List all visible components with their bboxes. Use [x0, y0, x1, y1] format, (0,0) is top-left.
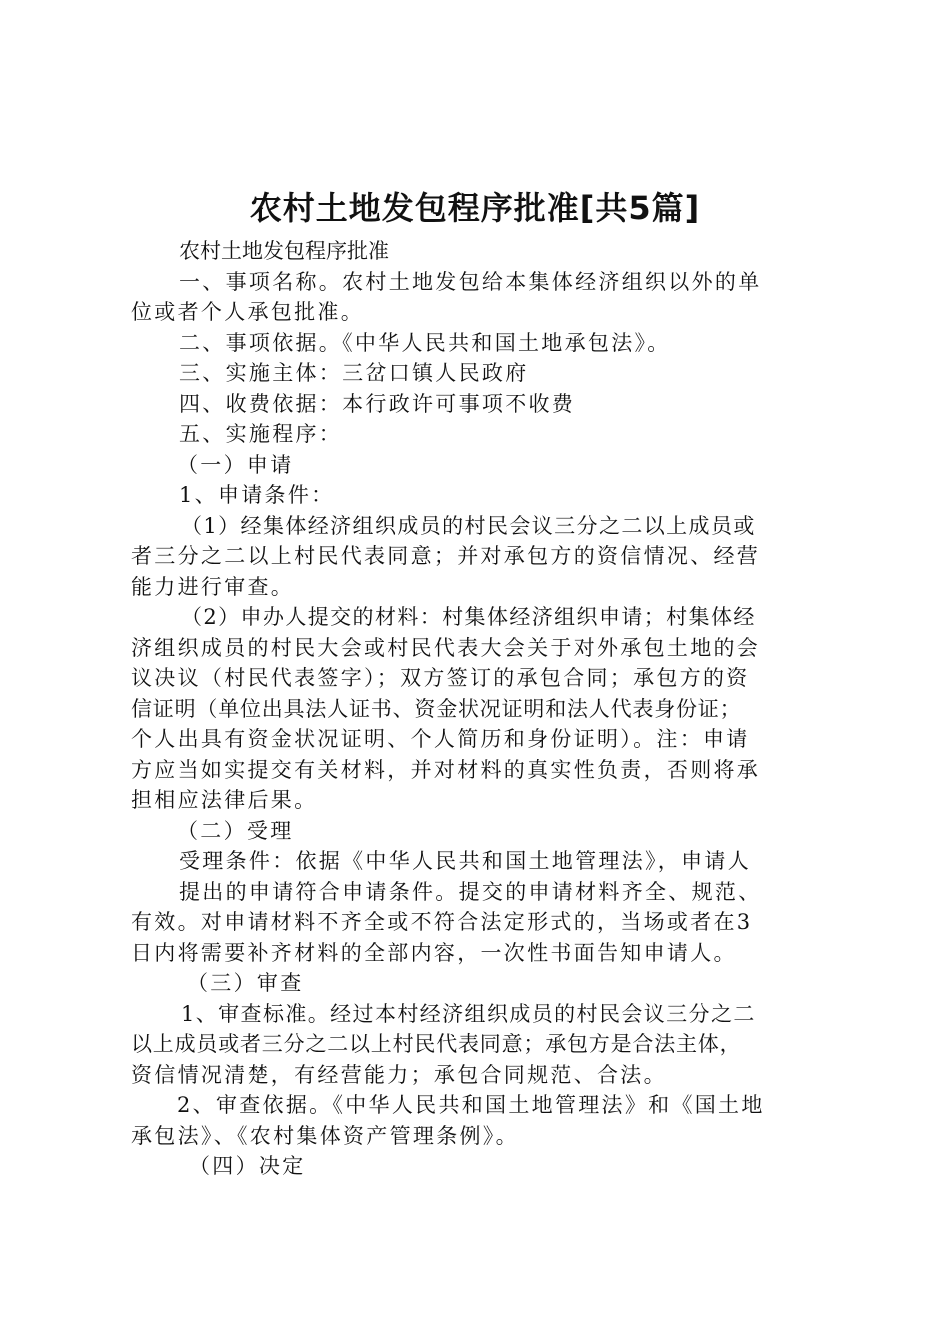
paragraph-line: 信证明（单位出具法人证书、资金状况证明和法人代表身份证；: [131, 696, 742, 721]
paragraph-line: 以上成员或者三分之二以上村民代表同意；承包方是合法主体，: [131, 1032, 742, 1056]
subtitle-line: 农村土地发包程序批准: [179, 239, 389, 263]
paragraph-line: 者三分之二以上村民代表同意；并对承包方的资信情况、经营: [131, 544, 761, 568]
section-heading: （四）决定: [189, 1154, 306, 1178]
paragraph-line: 提出的申请符合申请条件。提交的申请材料齐全、规范、: [179, 879, 762, 904]
paragraph-line: 2、审查依据。《中华人民共和国土地管理法》和《国土地: [177, 1093, 765, 1117]
paragraph-line: 1、审查标准。经过本村经济组织成员的村民会议三分之二: [181, 1001, 756, 1026]
section-heading: 五、实施程序：: [179, 422, 343, 446]
section-heading: （一）申请: [177, 452, 294, 477]
paragraph-line: 受理条件：依据《中华人民共和国土地管理法》，申请人: [179, 849, 751, 873]
paragraph-line: 担相应法律后果。: [131, 788, 318, 812]
section-heading: （三）审查: [187, 971, 304, 995]
paragraph-line: 承包法》、《农村集体资产管理条例》。: [131, 1123, 519, 1148]
paragraph-line: 一、事项名称。农村土地发包给本集体经济组织以外的单: [179, 269, 762, 294]
paragraph-line: 日内将需要补齐材料的全部内容，一次性书面告知申请人。: [131, 940, 737, 965]
paragraph-line: 个人出具有资金状况证明、个人简历和身份证明）。注：申请: [131, 727, 750, 751]
paragraph-line: 三、实施主体：三岔口镇人民政府: [179, 361, 529, 385]
paragraph-line: 位或者个人承包批准。: [131, 300, 364, 324]
paragraph-line: 济组织成员的村民大会或村民代表大会关于对外承包土地的会: [131, 635, 761, 660]
section-heading: 1、申请条件：: [179, 483, 335, 507]
paragraph-line: 二、事项依据。《中华人民共和国土地承包法》。: [179, 330, 671, 355]
paragraph-line: （1）经集体经济组织成员的村民会议三分之二以上成员或: [181, 513, 756, 538]
paragraph-line: 四、收费依据：本行政许可事项不收费: [179, 391, 576, 416]
document-body: [131, 236, 831, 1182]
paragraph-line: 方应当如实提交有关材料，并对材料的真实性负责，否则将承: [131, 757, 761, 782]
section-heading: （二）受理: [177, 818, 294, 843]
paragraph-line: 有效。对申请材料不齐全或不符合法定形式的，当场或者在3: [131, 910, 753, 934]
paragraph-line: 能力进行审查。: [131, 574, 295, 599]
paragraph-line: 资信情况清楚，有经营能力；承包合同规范、合法。: [131, 1062, 667, 1087]
paragraph-line: 议决议（村民代表签字）；双方签订的承包合同；承包方的资: [131, 666, 750, 690]
document-title: 农村土地发包程序批准[共5篇]: [249, 189, 701, 227]
paragraph-line: （2）申办人提交的材料：村集体经济组织申请；村集体经: [181, 605, 756, 629]
